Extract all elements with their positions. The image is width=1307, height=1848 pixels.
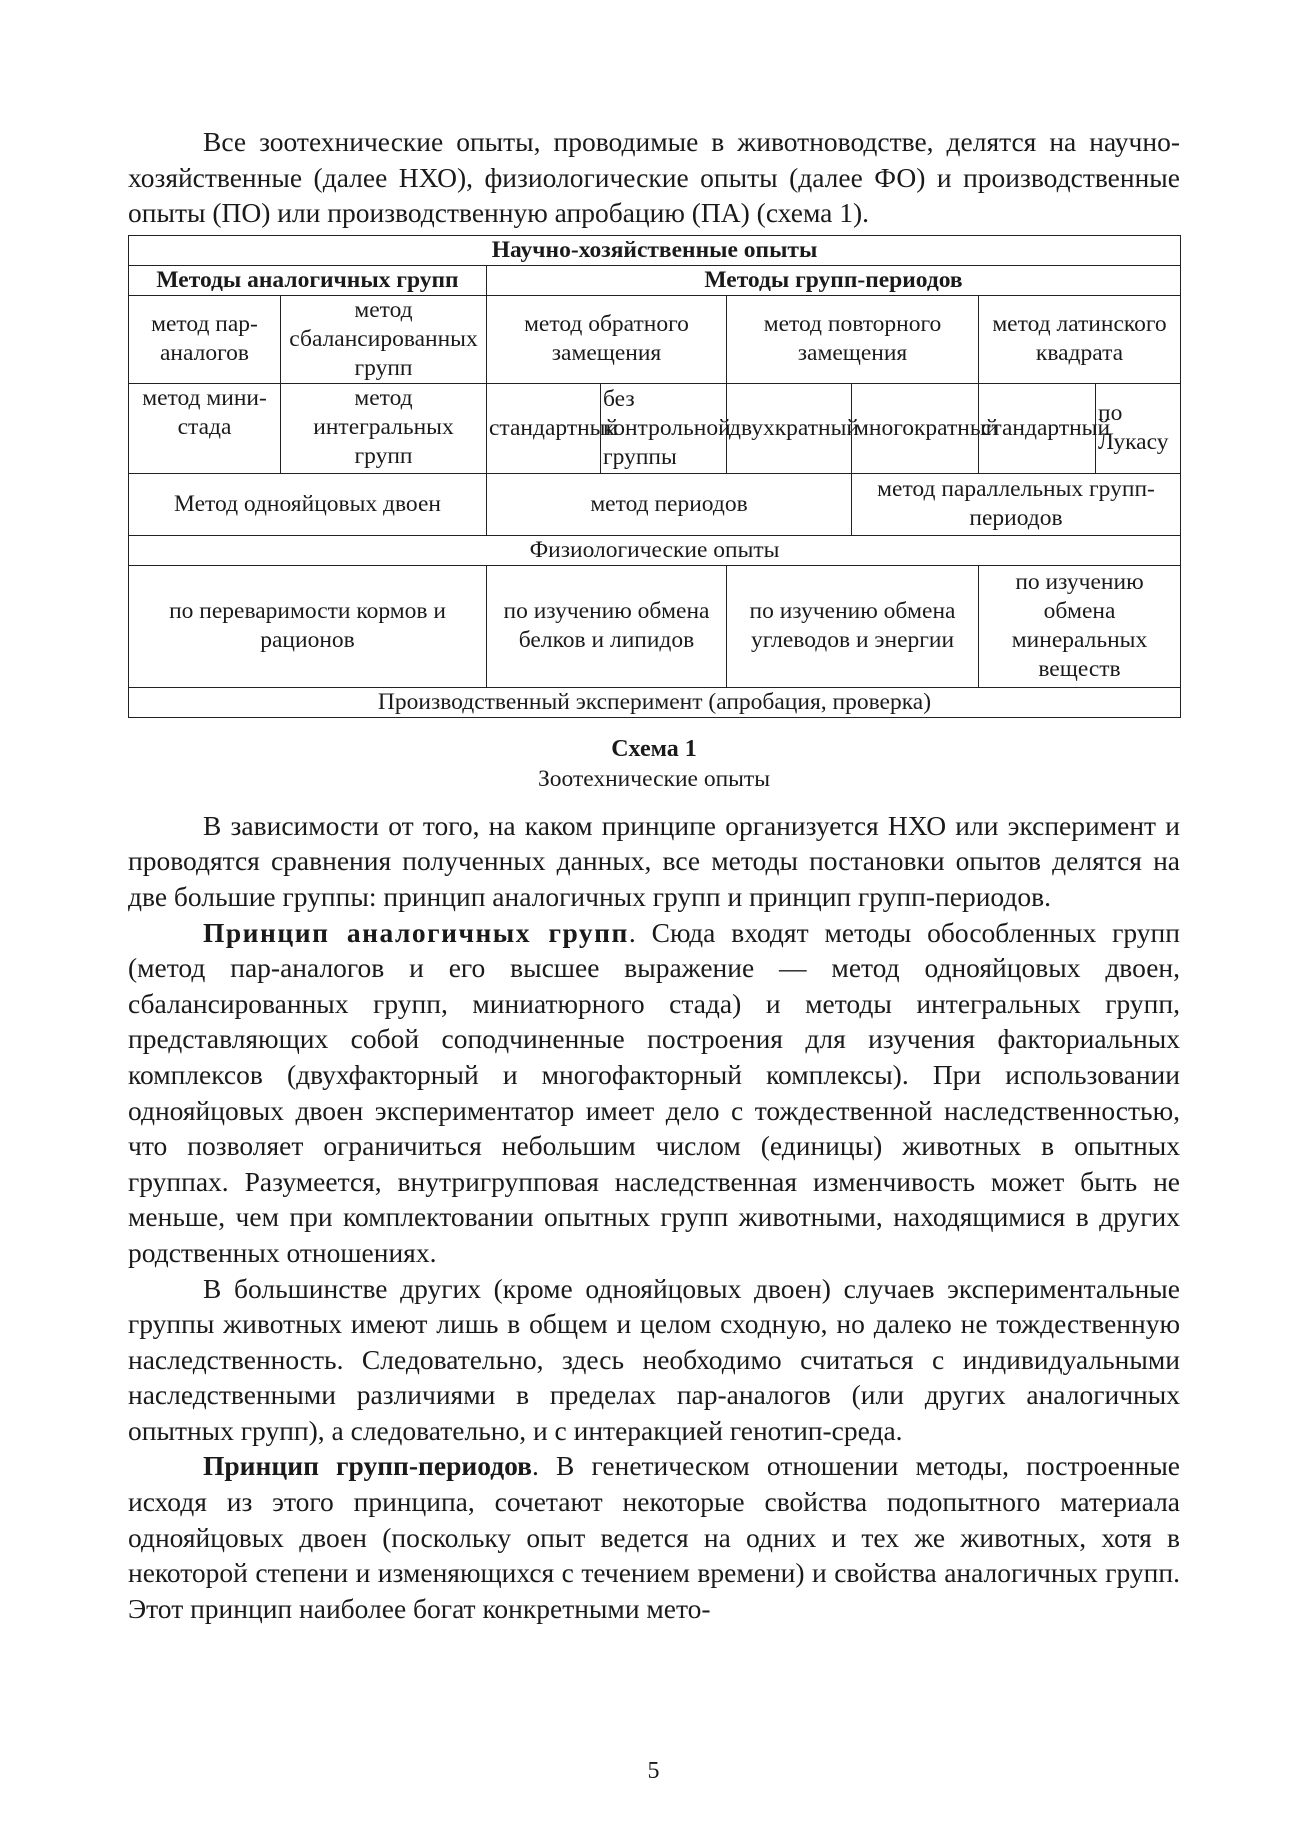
cell-reverse: метод обратного замещения bbox=[487, 295, 727, 383]
page-number: 5 bbox=[647, 1758, 660, 1784]
cell-mini-herd: метод мини-стада bbox=[129, 383, 281, 473]
paragraph-5-lead: Принцип групп-периодов bbox=[203, 1450, 533, 1482]
cell-no-control: без контрольной группы bbox=[601, 383, 727, 473]
cell-lucas: по Лукасу bbox=[1096, 383, 1181, 473]
cell-proteins: по изучению обмена белков и липидов bbox=[487, 565, 727, 687]
cell-twins: Метод однояйцовых двоен bbox=[129, 473, 487, 535]
cell-multiple: многократный bbox=[852, 383, 979, 473]
cell-latin: метод латинского квадрата bbox=[979, 295, 1181, 383]
group-analog-header: Методы аналогичных групп bbox=[129, 265, 487, 295]
cell-carbs: по изучению обмена углеводов и энергии bbox=[727, 565, 979, 687]
cell-standard-1: стандартный bbox=[487, 383, 601, 473]
scheme-table bbox=[128, 235, 1181, 718]
caption-title: Схема 1 bbox=[611, 735, 697, 762]
paragraph-3-text: . Сюда входят методы обособленных групп (метод пар-аналогов и его высшее выражение — метод однояйцовых двоен, сбалансированных групп, миниатюрного стада) и методы интегральных групп, представляющих собой соподчиненные построения для изучения факториальных комплексов (двухфакторный и многофакторный комплексы). При использовании однояйцовых двоен экспериментатор имеет дело с тождественной наследственностью, что позволяет ограничиться небольшим числом (единицы) животных в опытных группах. Разумеется, внутригрупповая наследственная изменчивость может быть не меньше, чем при комплектовании опытных групп животными, находящимися в других родственных отношениях. bbox=[128, 916, 1180, 1268]
cell-standard-2: стандартный bbox=[979, 383, 1096, 473]
cell-minerals: по изучению обмена минеральных веществ bbox=[979, 565, 1181, 687]
scheme-header: Научно-хозяйственные опыты bbox=[129, 235, 1181, 265]
cell-balanced: метод сбалансированных групп bbox=[281, 295, 487, 383]
cell-digest: по переваримости кормов и рационов bbox=[129, 565, 487, 687]
caption-subtitle: Зоотехнические опыты bbox=[538, 765, 770, 792]
paragraph-3 bbox=[128, 915, 1180, 1271]
paragraph-2: В зависимости от того, на каком принципе организуется НХО или эксперимент и проводятся сравнения полученных данных, все методы постановки опытов делятся на две большие группы: принцип аналогичных групп и принцип групп-периодов. bbox=[128, 809, 1180, 912]
cell-double: двухкратный bbox=[727, 383, 852, 473]
production-row: Производственный эксперимент (апробация, проверка) bbox=[129, 687, 1181, 717]
paragraph-5 bbox=[128, 1448, 1180, 1626]
paragraph-3-lead: Принцип аналогичных групп bbox=[203, 916, 629, 948]
paragraph-4: В большинстве других (кроме однояйцовых двоен) случаев экспериментальные группы животных имеют лишь в общем и целом сходную, но далеко не тождественную наследственность. Следовательно, здесь необходимо считаться с индивидуальными наследственными различиями в пределах пар-аналогов (или других аналогичных опытных групп), а следовательно, и с интеракцией генотип-среда. bbox=[128, 1272, 1180, 1446]
cell-pair-analogs: метод пар-аналогов bbox=[129, 295, 281, 383]
paragraph-5-text: . В генетическом отношении методы, построенные исходя из этого принципа, сочетают некоторые свойства подопытного материала однояйцовых двоен (поскольку опыт ведется на одних и тех же животных, хотя в некоторой степени и изменяющихся с течением времени) и свойства аналогичных групп. Этот принцип наиболее богат конкретными мето- bbox=[128, 1450, 1180, 1624]
cell-parallel: метод параллельных групп-периодов bbox=[852, 473, 1181, 535]
cell-repeat: метод повторного замещения bbox=[727, 295, 979, 383]
page-content bbox=[128, 124, 1180, 1626]
cell-periods: метод периодов bbox=[487, 473, 852, 535]
physio-header: Физиологические опыты bbox=[129, 535, 1181, 565]
cell-integral: метод интегральных групп bbox=[281, 383, 487, 473]
intro-paragraph: Все зоотехнические опыты, проводимые в животноводстве, делятся на научно-хозяйственные (далее НХО), физиологические опыты (далее ФО) и производственные опыты (ПО) или производственную апробацию (ПА) (схема 1). bbox=[128, 126, 1180, 229]
group-periods-header: Методы групп-периодов bbox=[487, 265, 1181, 295]
